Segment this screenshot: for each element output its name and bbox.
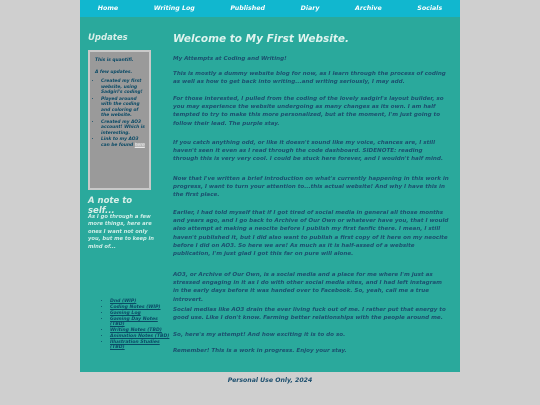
note-item[interactable]: • Animation Notes (TBD) [110, 334, 174, 339]
page-title: Welcome to My First Website. [173, 33, 350, 45]
update-item: • Played around with the coding and coloring of the website. [101, 97, 146, 119]
paragraph: Now that I've written a brief introduction on what's currently happening in this work in progress, I want to turn your attention to...this actual website! And why I have this in the first place. [173, 176, 449, 199]
paragraph: If you catch anything odd, or like it doesn't sound like my voice, chances are, I still haven't seen it even as I read through the code dashboard. SIDENOTE: reading through this is very very cool. I could be stuck here forever, and I wouldn't half mind. [173, 140, 443, 163]
paragraph: Social medias like AO3 drain the ever living fuck out of me. I rather put that energy to good use. Like I don't know. Farming better relationships with the people around me. [173, 307, 446, 322]
note-list [104, 299, 174, 351]
top-navigation [80, 0, 460, 17]
paragraph: AO3, or Archive of Our Own, is a social media and a place for me where I'm just as stressed engaging in it as I do with other social media sites, and I had left instagram in the early days before it was handed over to Facebook. So, yeah, call me a true introvert. [173, 272, 443, 303]
note-heading: A note to self... [88, 196, 133, 216]
paragraph: Remember! This is a work in progress. Enjoy your stay. [173, 348, 347, 354]
note-item[interactable]: • Dnd (WIP) [110, 299, 174, 304]
ao3-link[interactable]: here [134, 142, 145, 148]
paragraph: So, here's my attempt! And how exciting it is to do so. [173, 332, 346, 338]
nav-diary[interactable]: Diary [300, 5, 320, 12]
note-item[interactable]: • Illustration Studies (TBD) [110, 340, 174, 351]
note-item[interactable]: • Writing Notes (TBD) [110, 328, 174, 333]
footer: Personal Use Only, 2024 [227, 377, 313, 384]
paragraph: This is mostly a dummy website blog for now, as I learn through the process of coding as well as how to get back into writing...and writing seriously, I may add. [173, 71, 446, 86]
note-item[interactable]: • Gaming Day Notes (TBD) [110, 317, 174, 328]
nav-writing-log[interactable]: Writing Log [153, 5, 195, 12]
paragraph: For those interested, I pulled from the coding of the lovely sadgirl's layout builder, so you may experience the website undergoing as many changes as its own. I am half tempted to try to make this more personalized, but at the moment, I'm just going to follow their lead. The purple stay. [173, 96, 444, 127]
nav-home[interactable]: Home [97, 5, 119, 12]
update-item: • Created my AO3 account! Which is interesting. [101, 120, 146, 137]
paragraph: My Attempts at Coding and Writing! [173, 56, 287, 62]
note-item[interactable]: • Gaming Log [110, 311, 174, 316]
updates-heading: Updates [88, 33, 128, 43]
note-text: As I go through a few more things, here are ones I want not only you, but me to keep in mind of... [88, 214, 154, 250]
updates-intro: This is quantifi. [95, 58, 134, 63]
page-frame [80, 0, 460, 372]
nav-archive[interactable]: Archive [355, 5, 382, 12]
nav-socials[interactable]: Socials [417, 5, 443, 12]
updates-box[interactable] [88, 50, 151, 190]
update-item-text: Link to my AO3 can be found [101, 136, 139, 148]
updates-sub: A few updates. [95, 69, 133, 75]
paragraph: Earlier, I had told myself that if I got tired of social media in general all those months and years ago, and I go back to Archive of Our Own or whatever have you, that I would also attempt at making a neocite before I publish my first fanfic there. I mean, I still haven't published it, but I did also want to publish a first copy of it here on my neocite before I did on AO3. So here we are! As much as it is half-assed of a website publication, I'm just glad I got this far on pure will alone. [173, 210, 449, 258]
note-item[interactable]: • Coding Notes (WIP) [110, 305, 174, 310]
sidebar [88, 33, 170, 351]
update-item [101, 137, 146, 148]
update-item: • Created my first website, using Sadgirl's coding! [101, 79, 146, 96]
nav-published[interactable]: Published [230, 5, 266, 12]
updates-list [93, 79, 146, 148]
